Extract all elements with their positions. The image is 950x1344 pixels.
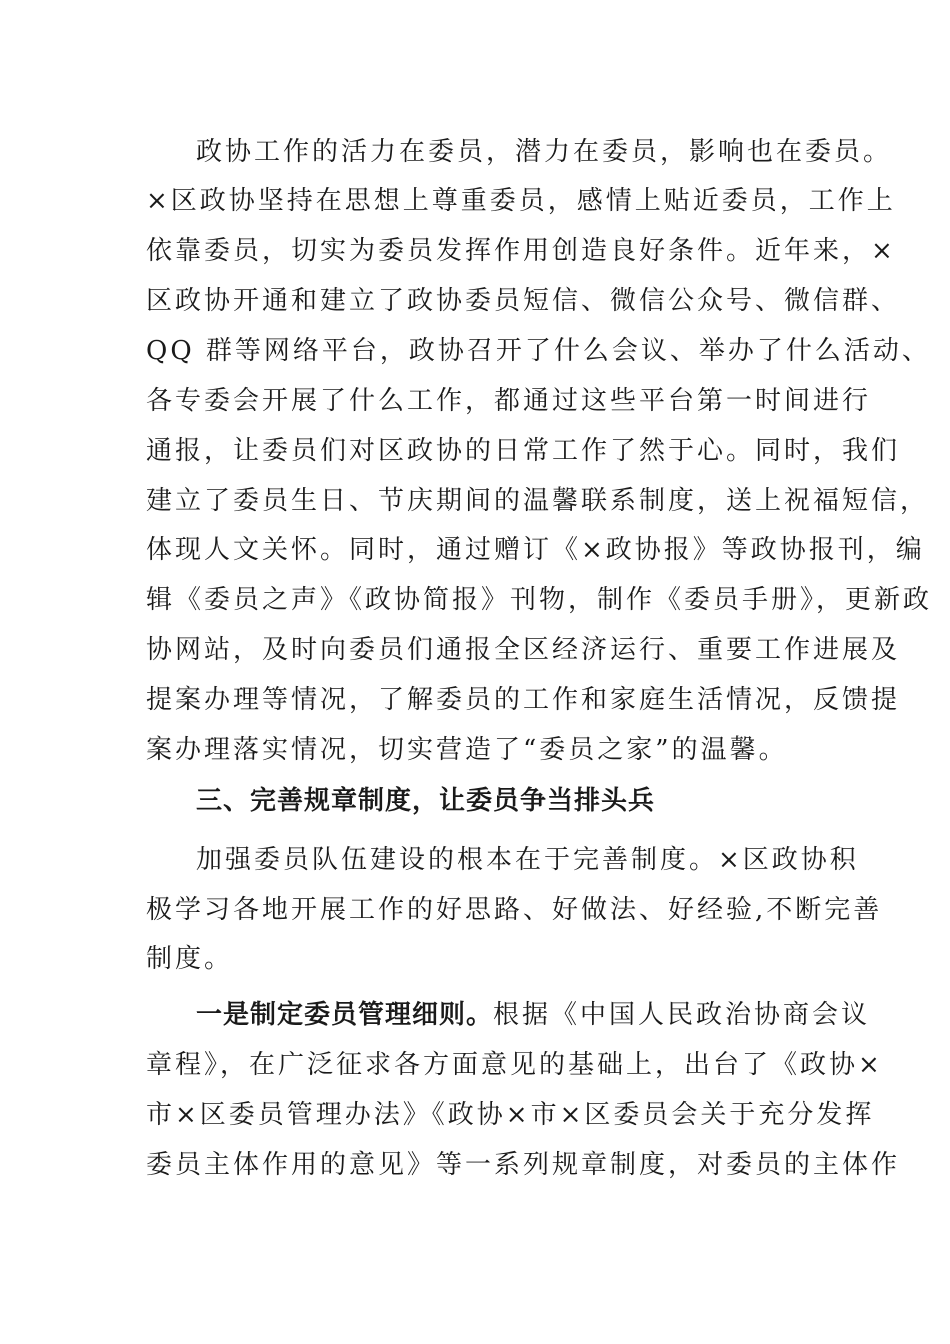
paragraph-line: 加强委员队伍建设的根本在于完善制度。×区政协积 (196, 845, 859, 875)
paragraph-line: ×区政协坚持在思想上尊重委员，感情上贴近委员，工作上 (146, 186, 896, 216)
paragraph-line: 政协工作的活力在委员，潜力在委员，影响也在委员。 (196, 137, 893, 167)
paragraph-line: 极学习各地开展工作的好思路、好做法、好经验,不断完善 (146, 895, 883, 925)
paragraph-line: 依靠委员，切实为委员发挥作用创造良好条件。近年来，× (146, 236, 896, 266)
paragraph-line: 建立了委员生日、节庆期间的温馨联系制度，送上祝福短信， (146, 486, 930, 516)
paragraph-line: 案办理落实情况，切实营造了“委员之家”的温馨。 (146, 735, 788, 765)
paragraph-line: 市×区委员管理办法》《政协×市×区委员会关于充分发挥 (146, 1100, 875, 1130)
paragraph-line: 提案办理等情况，了解委员的工作和家庭生活情况，反馈提 (146, 685, 901, 715)
paragraph-line: 体现人文关怀。同时，通过赠订《×政协报》等政协报刊，编 (146, 535, 925, 565)
paragraph-line: 辑《委员之声》《政协简报》刊物，制作《委员手册》，更新政 (146, 585, 933, 615)
section-heading: 三、完善规章制度，让委员争当排头兵 (196, 786, 656, 816)
paragraph-line: 章程》，在广泛征求各方面意见的基础上，出台了《政协× (146, 1050, 883, 1080)
paragraph-text: 根据《中国人民政治协商会议 (493, 1000, 871, 1030)
lead-phrase: 一是制定委员管理细则。 (196, 1000, 494, 1030)
paragraph-line: 委员主体作用的意见》等一系列规章制度，对委员的主体作 (146, 1150, 901, 1180)
paragraph-line (196, 995, 871, 1035)
paragraph-line: 通报，让委员们对区政协的日常工作了然于心。同时，我们 (146, 436, 901, 466)
paragraph-line: 区政协开通和建立了政协委员短信、微信公众号、微信群、 (146, 286, 901, 316)
paragraph-line: QQ 群等网络平台，政协召开了什么会议、举办了什么活动、 (146, 336, 931, 366)
paragraph-line: 各专委会开展了什么工作，都通过这些平台第一时间进行 (146, 386, 872, 416)
paragraph-line: 协网站，及时向委员们通报全区经济运行、重要工作进展及 (146, 635, 901, 665)
paragraph-line: 制度。 (146, 944, 234, 974)
